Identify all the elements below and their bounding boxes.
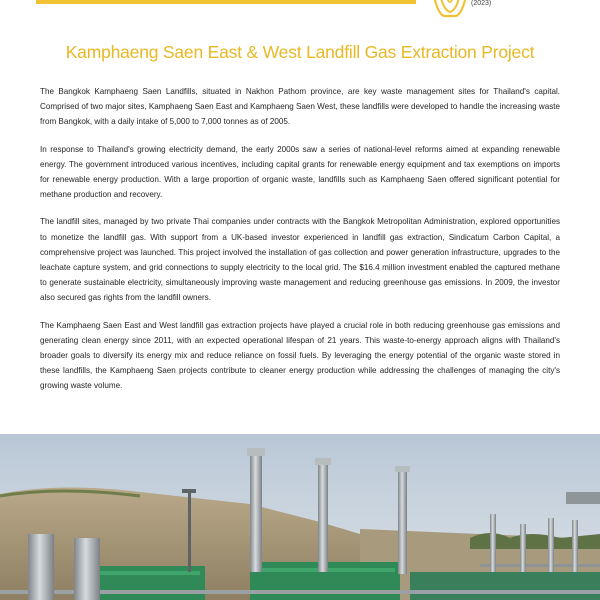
paragraph-4: The Kamphaeng Saen East and West landfill gas extraction projects have played a crucial role in both reducing greenhouse gas emissions and generating clean energy since 2011, with an expected operational lifespan of 21 years. This waste-to-energy approach aligns with Thailand's broader goals to diversify its energy mix and reduce reliance on fossil fuels. By leveraging the energy potential of the organic waste stored in these landfills, the Kamphaeng Saen projects contribute to cleaner energy production while addressing the challenges of managing the city's growing waste volume.	[40, 320, 560, 391]
publication-year: (2023)	[471, 0, 492, 7]
organization-logo	[430, 0, 470, 18]
paragraph-2: In response to Thailand's growing electricity demand, the early 2000s saw a series of national-level reforms aimed at expanding renewable energy. The government introduced various incentives, including capital grants for renewable energy equipment and tax exemptions on imports for renewable energy production. With a large proportion of organic waste, landfills such as Kamphaeng Saen offered significant potential for methane production and recovery.	[40, 144, 560, 200]
page-title: Kamphaeng Saen East & West Landfill Gas Extraction Project	[65, 42, 535, 62]
article-body	[40, 84, 560, 406]
landfill-gas-plant-photo	[0, 434, 600, 600]
paragraph-1: The Bangkok Kamphaeng Saen Landfills, situated in Nakhon Pathom province, are key waste management sites for Thailand's capital. Comprised of two major sites, Kamphaeng Saen East and Kamphaeng Saen West, these landfills were developed to handle the increasing waste from Bangkok, with a daily intake of 5,000 to 7,000 tonnes as of 2005.	[40, 87, 560, 127]
header-accent-bar	[36, 0, 416, 4]
paragraph-3: The landfill sites, managed by two private Thai companies under contracts with the Bangkok Metropolitan Administration, explored opportunities to monetize the landfill gas. With support from a UK-based investor experienced in landfill gas extraction, Sindicatum Carbon Capital, a comprehensive project was launched. This project involved the installation of gas collection and power generation infrastructure, upgrades to the leachate capture system, and grid connections to supply electricity to the local grid. The $16.4 million investment enabled the captured methane to generate sustainable electricity, simultaneously improving waste management and reducing greenhouse gas emissions. In 2009, the investor also secured gas rights from the landfill owners.	[40, 217, 560, 303]
